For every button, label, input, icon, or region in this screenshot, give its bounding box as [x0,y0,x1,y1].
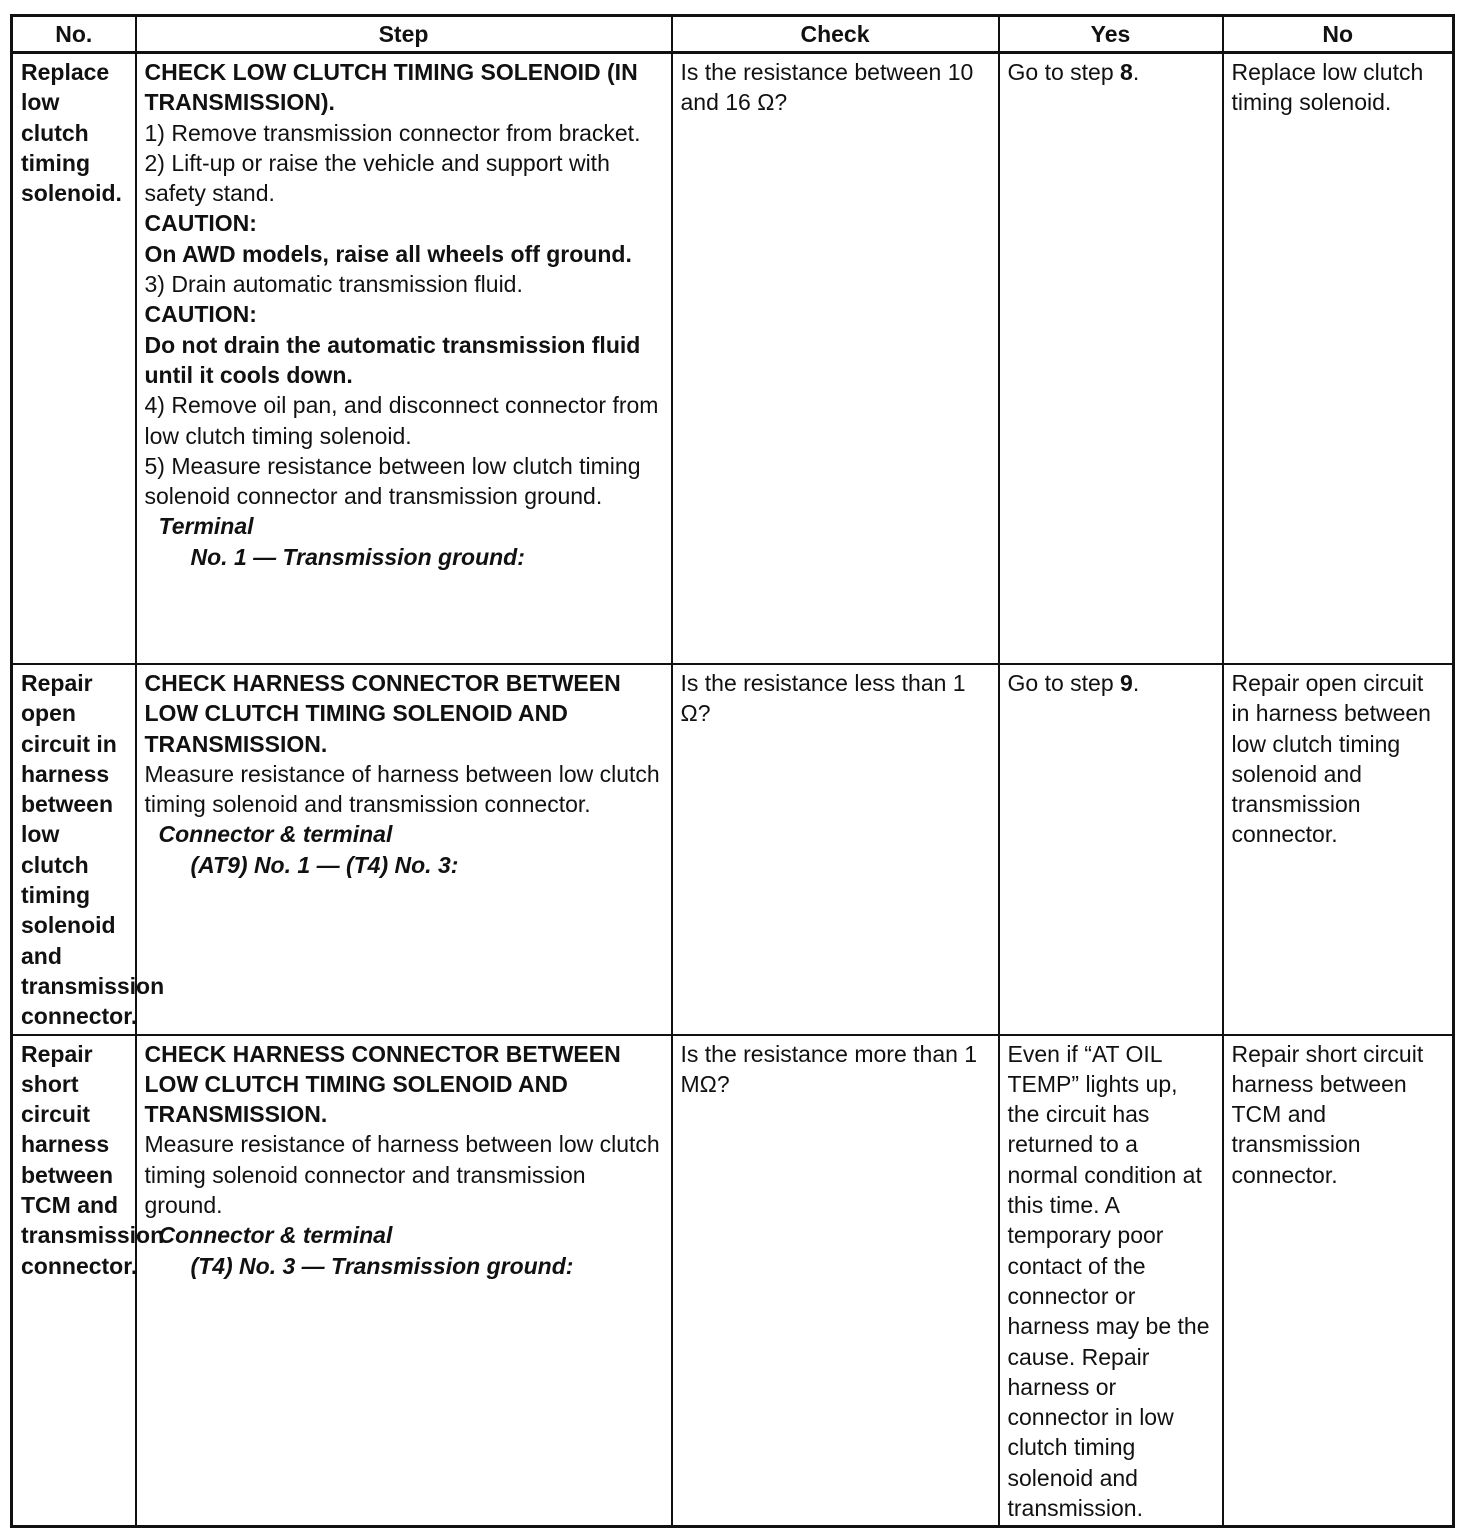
row-number: Repair open circuit in harness between low clutch timing solenoid and transmission connector. [12,664,136,1035]
step-cell [136,664,672,1035]
step-instruction: 3) Drain automatic transmission fluid. [144,271,523,298]
measurement-label: Connector & terminal [158,821,393,848]
step-title: CHECK LOW CLUTCH TIMING SOLENOID (IN TRANSMISSION). [144,59,638,116]
no-cell: Repair short circuit harness between TCM and transmission connector. [1223,1035,1454,1527]
caution-label: CAUTION: [144,210,257,237]
diagnostic-table [10,14,1455,1528]
check-cell: Is the resistance between 10 and 16 Ω? [672,53,999,665]
step-instruction: 4) Remove oil pan, and disconnect connector from low clutch timing solenoid. [144,392,659,449]
measurement-label: Connector & terminal [158,1222,393,1249]
step-reference: 8 [1120,59,1133,85]
row-number: Replace low clutch timing solenoid. [12,53,136,665]
yes-text: Go to step [1007,59,1121,85]
yes-suffix: . [1132,59,1140,85]
caution-text: On AWD models, raise all wheels off ground. [144,240,632,267]
step-title: CHECK HARNESS CONNECTOR BETWEEN LOW CLUTCH TIMING SOLENOID AND TRANSMISSION. [144,670,621,757]
step-instruction: 2) Lift-up or raise the vehicle and support with safety stand. [144,149,610,207]
step-instruction: Measure resistance of harness between low clutch timing solenoid connector and transmission ground. [144,1131,660,1219]
step-instruction: Measure resistance of harness between low clutch timing solenoid and transmission connector. [144,760,660,818]
table-row [12,1035,1454,1527]
header-no: No. [12,16,136,53]
header-check: Check [672,16,999,53]
measurement-label: Terminal [158,513,254,540]
header-step: Step [136,16,672,53]
step-reference: 9 [1120,670,1133,696]
yes-cell [999,53,1223,665]
step-instruction: 5) Measure resistance between low clutch timing solenoid connector and transmission ground. [144,452,641,510]
caution-label: CAUTION: [144,301,257,328]
yes-cell: Even if “AT OIL TEMP” lights up, the circuit has returned to a normal condition at this time. A temporary poor contact of the connector or harness may be the cause. Repair harness or connector in low clutch timing solenoid and transmission. [999,1035,1223,1527]
yes-suffix: . [1132,670,1140,696]
header-yes: Yes [999,16,1223,53]
caution-text: Do not drain the automatic transmission fluid until it cools down. [144,331,641,388]
measurement-value: No. 1 — Transmission ground: [190,543,525,570]
step-instruction: 1) Remove transmission connector from bracket. [144,119,641,146]
diagnostic-sheet [10,14,1455,1528]
check-cell: Is the resistance more than 1 MΩ? [672,1035,999,1527]
yes-cell [999,664,1223,1035]
header-no-result: No [1223,16,1454,53]
measurement-value: (AT9) No. 1 — (T4) No. 3: [190,851,459,878]
yes-text: Go to step [1007,670,1121,696]
no-cell: Repair open circuit in harness between low clutch timing solenoid and transmission connector. [1223,664,1454,1035]
step-cell [136,1035,672,1527]
no-cell: Replace low clutch timing solenoid. [1223,53,1454,665]
check-cell: Is the resistance less than 1 Ω? [672,664,999,1035]
step-title: CHECK HARNESS CONNECTOR BETWEEN LOW CLUTCH TIMING SOLENOID AND TRANSMISSION. [144,1040,621,1128]
table-header-row [12,16,1454,53]
table-row [12,53,1454,665]
step-cell [136,53,672,665]
measurement-value: (T4) No. 3 — Transmission ground: [190,1252,574,1279]
table-row [12,664,1454,1035]
row-number: Repair short circuit harness between TCM and transmission connector. [12,1035,136,1527]
